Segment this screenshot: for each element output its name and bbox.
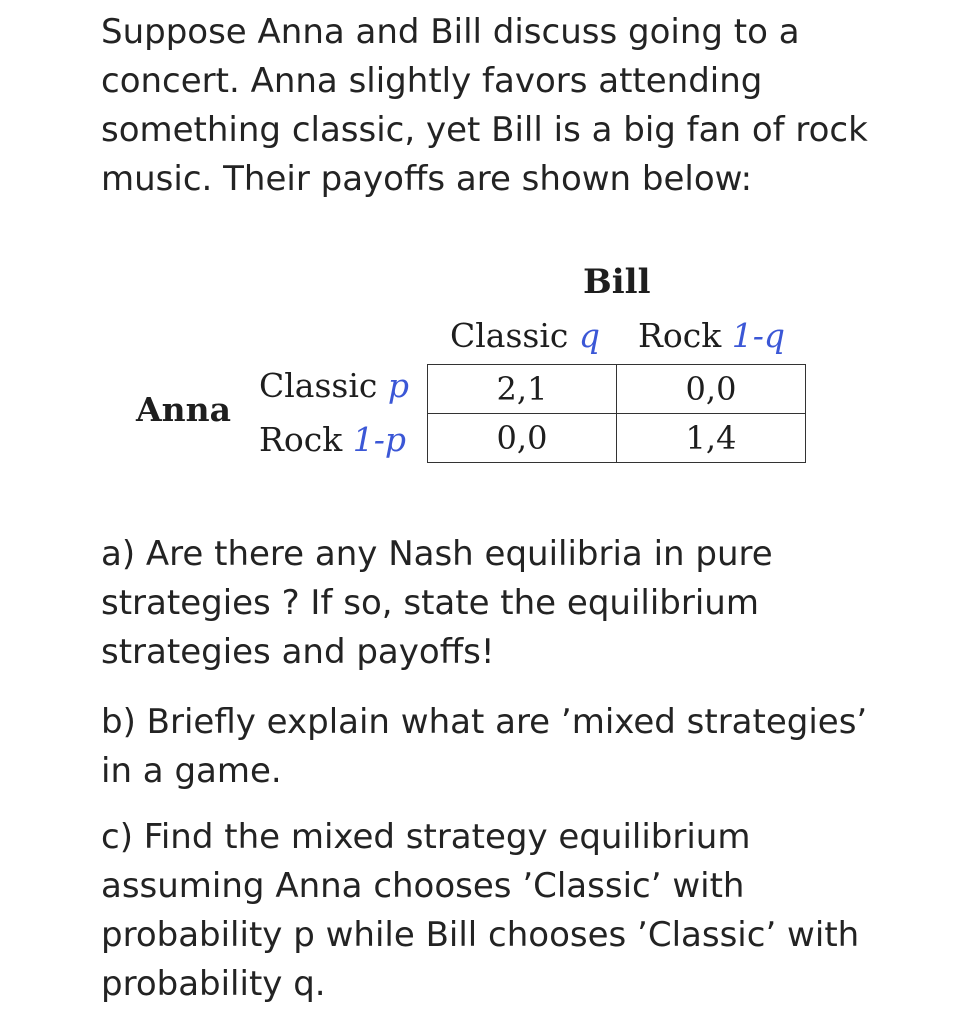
row-strategy-classic-label: Classic [259, 366, 378, 405]
payoff-cell-rock-classic: 0,0 [428, 414, 617, 463]
payoff-row-rock [428, 414, 806, 463]
row-strategy-rock-label: Rock [259, 420, 343, 459]
payoff-cell-classic-rock: 0,0 [617, 365, 806, 414]
column-strategy-classic-prob: q [578, 316, 601, 355]
payoff-cell-classic-classic: 2,1 [428, 365, 617, 414]
payoff-cell-rock-rock: 1,4 [617, 414, 806, 463]
row-strategy-rock [259, 420, 406, 459]
column-strategy-classic-label: Classic [450, 316, 569, 355]
row-player-label: Anna [136, 390, 231, 429]
column-strategy-rock-prob: 1-q [731, 316, 785, 355]
problem-intro: Suppose Anna and Bill discuss going to a concert. Anna slightly favors attending something classic, yet Bill is a big fan of rock music. Their payoffs are shown below: [101, 12, 868, 199]
row-strategy-classic [259, 366, 409, 405]
payoff-table [427, 364, 806, 463]
column-strategy-rock [638, 316, 785, 355]
payoff-row-classic [428, 365, 806, 414]
row-strategy-rock-prob: 1-p [352, 420, 406, 459]
question-b: b) Briefly explain what are ’mixed strategies’ in a game. [101, 702, 868, 791]
row-strategy-classic-prob: p [387, 366, 410, 405]
question-a: a) Are there any Nash equilibria in pure strategies ? If so, state the equilibrium strategies and payoffs! [101, 534, 773, 672]
column-strategy-classic [450, 316, 600, 355]
question-c: c) Find the mixed strategy equilibrium assuming Anna chooses ’Classic’ with probability p while Bill chooses ’Classic’ with probability q. [101, 817, 860, 1004]
column-player-label: Bill [583, 262, 651, 302]
column-strategy-rock-label: Rock [638, 316, 722, 355]
